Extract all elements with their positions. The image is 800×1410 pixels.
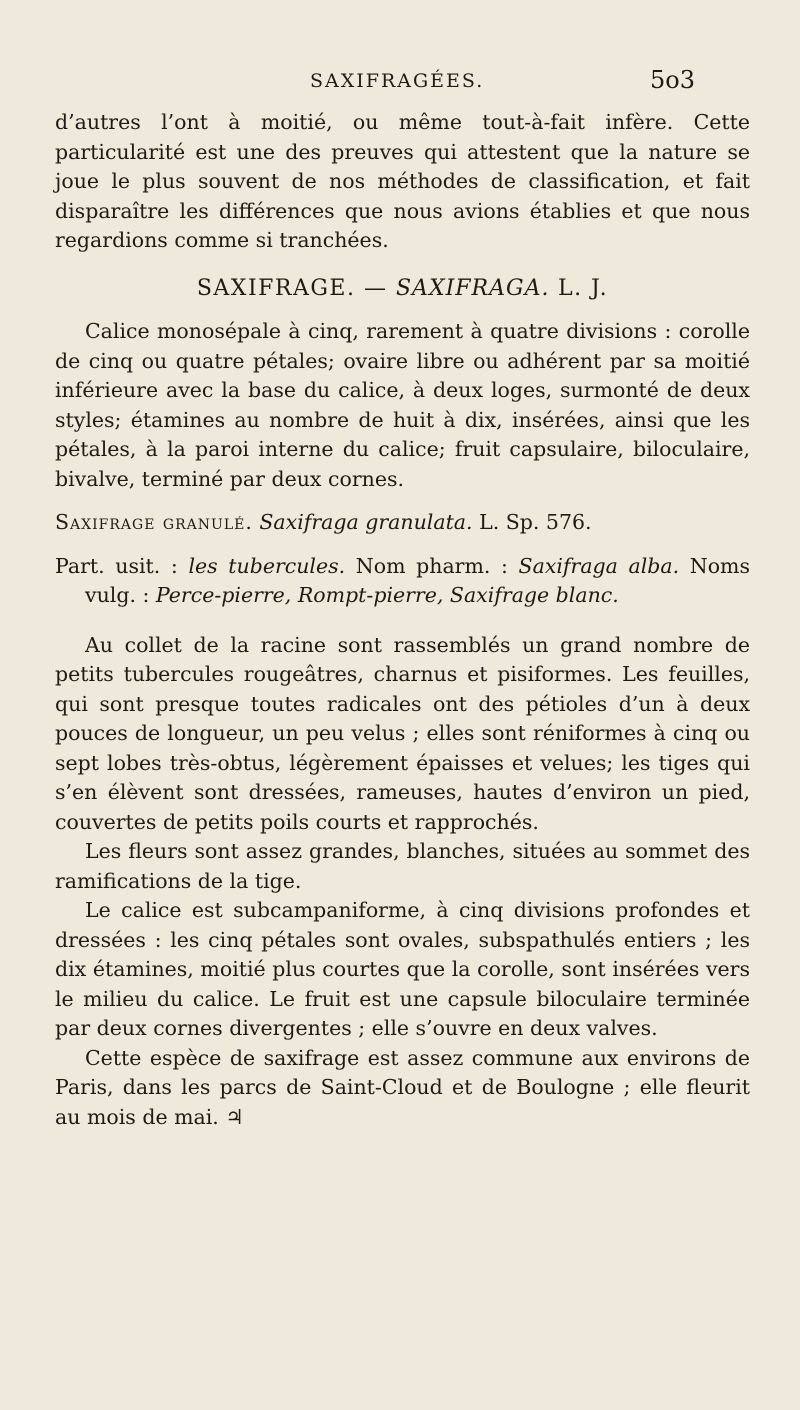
description-paragraph-3: Le calice est subcampaniforme, à cinq divisions profondes et dressées : les cinq pétales sont ovales, subspathulés entiers ; les dix étamines, moitié plus courtes que la corolle, sont insérées vers le milieu du calice. Le fruit est une capsule biloculaire terminée par deux cornes divergentes ; elle s’ouvre en deux valves. xyxy=(55,898,750,1040)
description-paragraph-4: Cette espèce de saxifrage est assez commune aux environs de Paris, dans les parcs de Saint-Cloud et de Boulogne ; elle fleurit au mois de mai. ♃ xyxy=(55,1045,750,1129)
species-latin-name: Saxifraga granulata. xyxy=(259,510,473,534)
vulgar-names: Perce-pierre, Rompt-pierre, Saxifrage blanc. xyxy=(155,583,619,607)
continued-paragraph: d’autres l’ont à moitié, ou même tout-à-fait infère. Cette particularité est une des preuves qui attestent que la nature se joue le plus souvent de nos méthodes de classification, et fait disparaître les différences que nous avions établies et que nous regardions comme si tranchées. xyxy=(55,110,750,252)
page-number: 5o3 xyxy=(650,66,695,94)
vulgar-names-label: Noms vulg. : xyxy=(85,553,750,607)
species-heading xyxy=(55,508,750,538)
species-reference: L. Sp. 576. xyxy=(472,510,592,534)
genus-heading-name: SAXIFRAGE. — xyxy=(196,275,396,301)
part-used: les tubercules. xyxy=(188,553,346,578)
species-common-name: Saxifrage granulé. xyxy=(55,510,253,534)
genus-heading-latin: SAXIFRAGA. xyxy=(395,275,550,301)
genus-heading-authority: L. J. xyxy=(549,275,609,301)
genus-description: Calice monosépale à cinq, rarement à quatre divisions : corolle de cinq ou quatre pétales; ovaire libre ou adhérent par sa moitié inférieure avec la base du calice, à deux loges, surmonté de deux styles; étamines au nombre de huit à dix, insérées, ainsi que les pétales, à la paroi interne du calice; fruit capsulaire, biloculaire, bivalve, terminé par deux cornes. xyxy=(55,319,750,491)
pharm-name: Saxifraga alba. xyxy=(518,553,680,578)
running-title: SAXIFRAGÉES. xyxy=(310,70,485,92)
description-paragraph-1: Au collet de la racine sont rassemblés un grand nombre de petits tubercules rougeâtres, charnus et pisiformes. Les feuilles, qui sont presque toutes radicales ont des pétioles d’un à deux pouces de longueur, un peu velus ; elles sont réniformes à cinq ou sept lobes très-obtus, légèrement épaisses et velues; les tiges qui s’en élèvent sont dressées, rameuses, hautes d’environ un pied, couvertes de petits poils courts et rapprochés. xyxy=(55,632,750,834)
species-names xyxy=(55,552,750,611)
running-header xyxy=(0,66,800,100)
page-body xyxy=(55,108,750,1132)
description-paragraph-2: Les fleurs sont assez grandes, blanches, situées au sommet des ramifications de la tige. xyxy=(55,839,750,893)
pharm-name-label: Nom pharm. : xyxy=(345,553,519,578)
part-used-label: Part. usit. : xyxy=(55,553,189,578)
genus-heading xyxy=(55,274,750,304)
